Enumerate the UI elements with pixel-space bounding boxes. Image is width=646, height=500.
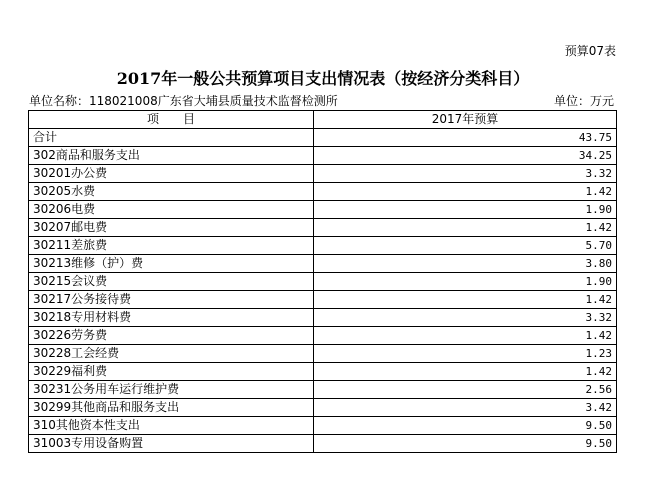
table-row [29,291,617,309]
row-value: 1.42 [314,219,617,237]
header-item: 项 目 [29,111,314,129]
table-row [29,147,617,165]
table-row [29,219,617,237]
row-item: 30211差旅费 [29,237,314,255]
row-item: 310其他资本性支出 [29,417,314,435]
table-row [29,417,617,435]
row-item: 302商品和服务支出 [29,147,314,165]
table-row [29,435,617,453]
row-value: 3.42 [314,399,617,417]
table-row [29,255,617,273]
row-value: 1.42 [314,363,617,381]
row-item: 31003专用设备购置 [29,435,314,453]
table-row [29,129,617,147]
row-item: 30217公务接待费 [29,291,314,309]
row-value: 3.32 [314,165,617,183]
table-row [29,237,617,255]
table-row [29,309,617,327]
row-value: 5.70 [314,237,617,255]
table-row [29,363,617,381]
row-value: 9.50 [314,417,617,435]
table-row [29,381,617,399]
row-value: 3.32 [314,309,617,327]
row-value: 2.56 [314,381,617,399]
row-item: 30228工会经费 [29,345,314,363]
row-item: 30213维修（护）费 [29,255,314,273]
row-value: 1.42 [314,327,617,345]
row-item: 30206电费 [29,201,314,219]
table-header-row [29,111,617,129]
row-item: 30201办公费 [29,165,314,183]
row-value: 1.90 [314,201,617,219]
row-value: 1.90 [314,273,617,291]
currency-unit-label: 单位：万元 [553,94,614,108]
row-item: 30215会议费 [29,273,314,291]
row-item: 合计 [29,129,314,147]
form-number: 预算07表 [564,44,616,58]
budget-table [28,110,617,453]
table-row [29,165,617,183]
table-row [29,201,617,219]
row-item: 30231公务用车运行维护费 [29,381,314,399]
table-row [29,273,617,291]
table-row [29,183,617,201]
unit-name: 单位名称：118021008广东省大埔县质量技术监督检测所 [29,94,338,108]
row-item: 30299其他商品和服务支出 [29,399,314,417]
row-item: 30229福利费 [29,363,314,381]
row-value: 1.42 [314,183,617,201]
row-value: 43.75 [314,129,617,147]
row-item: 30207邮电费 [29,219,314,237]
row-value: 1.23 [314,345,617,363]
row-value: 34.25 [314,147,617,165]
header-budget-2017: 2017年预算 [314,111,617,129]
row-value: 1.42 [314,291,617,309]
row-item: 30226劳务费 [29,327,314,345]
row-value: 9.50 [314,435,617,453]
table-row [29,327,617,345]
row-value: 3.80 [314,255,617,273]
table-row [29,399,617,417]
table-row [29,345,617,363]
page-title: 2017年一般公共预算项目支出情况表（按经济分类科目） [116,69,530,88]
row-item: 30218专用材料费 [29,309,314,327]
row-item: 30205水费 [29,183,314,201]
